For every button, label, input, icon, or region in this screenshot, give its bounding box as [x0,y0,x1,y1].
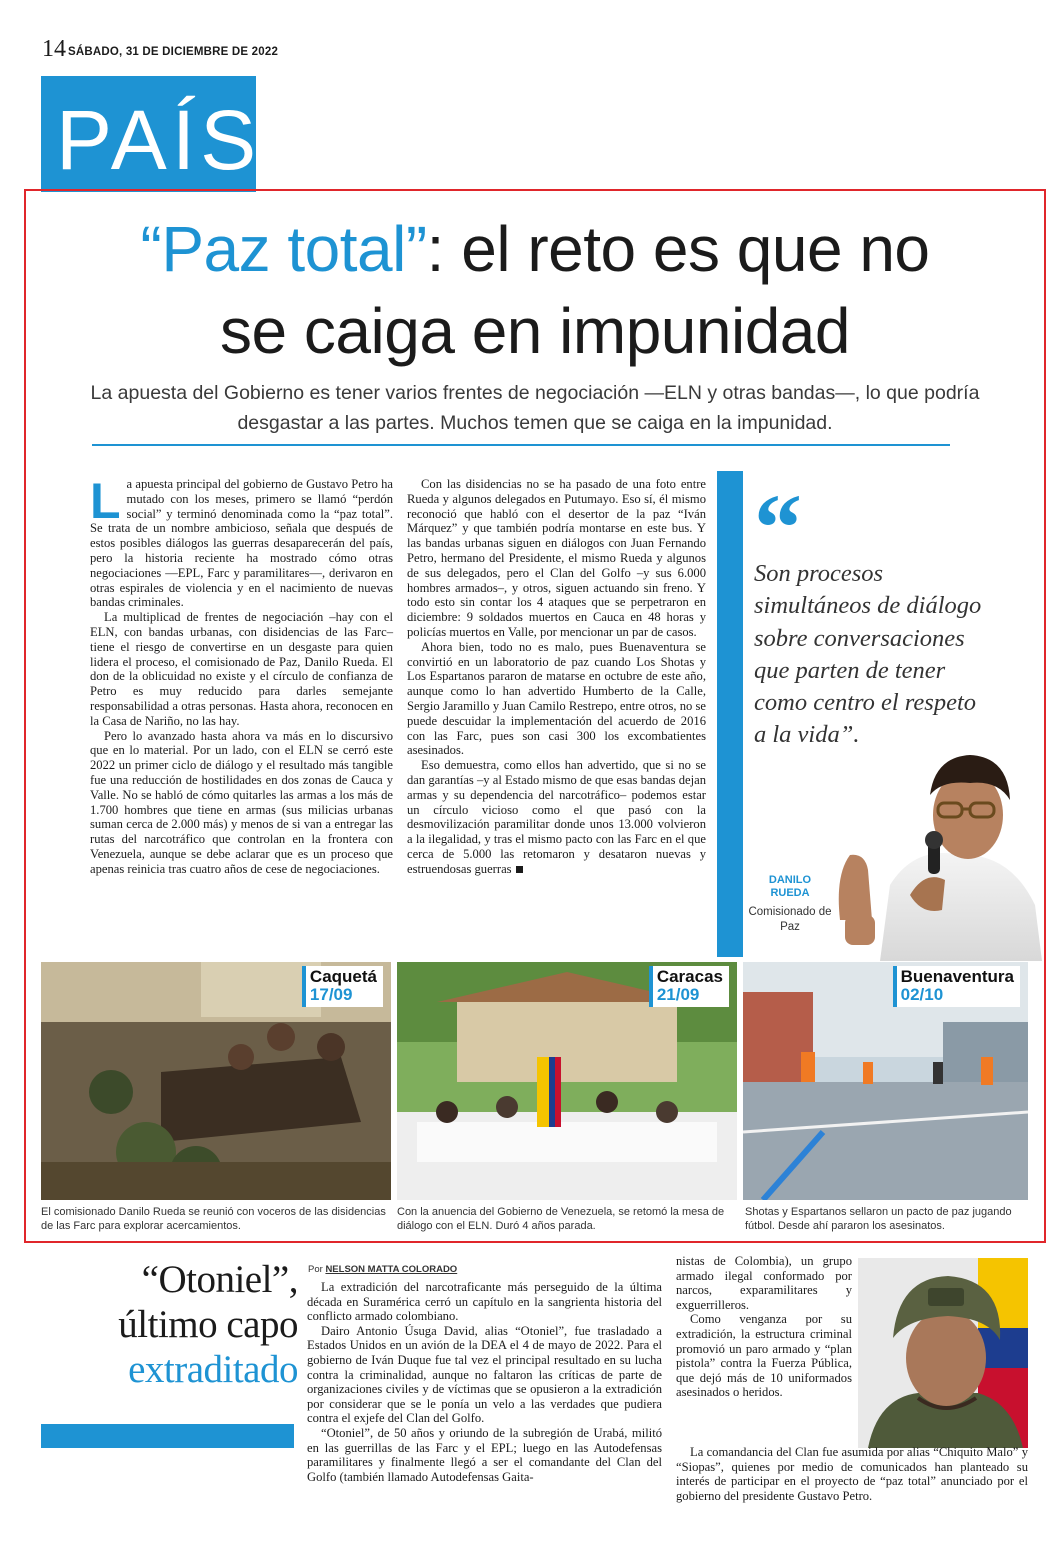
photo-place: Caquetá [309,967,377,986]
headline [40,208,1030,372]
paragraph: Pero lo avanzado hasta ahora va más en lo discursivo que en lo material. Por un lado, con el ELN se cerró este 2022 un primer ciclo de diálogo y el resultado más tangible fue una reducción de hostilidades en dos zonas de Cauca y Valle. No se habló de cómo quitarles las armas a los más de 1.700 hombres que tiene en armas (sus milicias urbanas suman cerca de 2.000 más) y menos de si van a entregar las rutas del narcotráfico que controlan en la frontera con Venezuela, aunque se debe aclarar que es un proceso que apenas reinicia tras cuatro años de cese de negociaciones. [90,728,393,876]
secondary-title-line1: “Otoniel”, [141,1258,298,1301]
paragraph: La comandancia del Clan fue asumida por alias “Chiquito Malo” y “Siopas”, quienes por medio de comunicados han planteado su interés de participar en el proyecto de “paz total” anunciado por el gobierno del presidente Gustavo Petro. [676,1445,1028,1503]
section-label: PAÍS [56,93,262,187]
page-number: 14 [42,36,66,62]
portrait-danilo-rueda [810,745,1042,961]
paragraph: “Otoniel”, de 50 años y oriundo de la subregión de Urabá, militó en las guerrillas de las Farc y el EPL; luego en las Autodefensas paramilitares y finalmente llegó a ser el comandante del Clan del Golfo (también llamado Autodefensas Gaita- [307,1425,662,1484]
photo-place: Buenaventura [900,967,1014,986]
headline-line2: se caiga en impunidad [220,295,850,367]
photo-date: 21/09 [656,985,700,1004]
secondary-title-line2: último capo [118,1303,298,1346]
byline: Por NELSON MATTA COLORADO [308,1264,458,1275]
body-column-2 [407,477,706,877]
photo-badge [893,966,1020,1007]
photo-date: 02/10 [900,985,944,1004]
body-column-1 [90,473,393,877]
deck-rule [92,444,950,446]
secondary-accent-bar [41,1424,294,1448]
byline-author: NELSON MATTA COLORADO [325,1264,458,1275]
photo-caption: El comisionado Danilo Rueda se reunió con voceros de las disidencias de las Farc para explorar acercamientos. [41,1206,386,1232]
paragraph: Eso demuestra, como ellos han advertido, que si no se dan garantías –y al Estado mismo de que esas bandas dejan armas y su dependencia del narcotráfico– podemos estar un círculo vicioso como el que pasó con la desmovilización paramilitar donde unos 13.000 volvieron a la ilegalidad, y tras el mismo pacto con las Farc en el que cerca de 5.000 las retomaron y desataron nuevas y estruendosas guerras [407,758,706,876]
photo-buenaventura [743,962,1028,1200]
secondary-column-3 [676,1445,1028,1503]
quote-attribution-role: Comisionado de Paz [748,906,832,933]
photo-caqueta [41,962,391,1200]
paragraph: Con las disidencias no se ha pasado de una foto entre Rueda y algunos delegados en Putumayo. Eso sí, él mismo reconoció que habló con el desertor de la paz “Iván Márquez” y que también podría montarse en este bus. Y las bandas urbanas siguen en diálogos con Juan Fernando Petro, hermano del Presidente, el mismo Rueda y algunos de sus delegados, pero el Clan del Golfo –y sus 6.000 hombres armados–, y otros, siguen actuando sin freno. Y todo esto sin contar los 4 ataques que se perpetraron en diciembre: 9 soldados muertos en Cauca en 48 horas y policías muertos en Valle, por mencionar un par de casos. [407,477,706,639]
deck: La apuesta del Gobierno es tener varios frentes de negociación —ELN y otras bandas—, lo que podría desgastar a las partes. Muchos temen que se caiga en la impunidad. [90,382,980,434]
paragraph: Dairo Antonio Úsuga David, alias “Otoniel”, fue trasladado a Estados Unidos en un avión de la DEA el 4 de mayo de 2022. Para el gobierno de Iván Duque fue tal vez el principal resultado en su lucha contra la criminalidad, aunque no faltaron las críticas de parte de organizaciones civiles y de víctimas que se opusieron a la extradición por considerar que se le ponía un velo a las verdades que pudiera contra el exjefe del Clan del Golfo. [307,1323,662,1426]
paragraph: La extradición del narcotraficante más perseguido de la última década en Suramérica cerró un capítulo en la sangrienta historia del conflicto armado colombiano. [307,1280,662,1324]
photo-caption: Con la anuencia del Gobierno de Venezuela, se retomó la mesa de diálogo con el ELN. Duró 4 años parada. [397,1206,725,1232]
paragraph: La multiplicad de frentes de negociación –hay con el ELN, con bandas urbanas, con disidencias de las Farc– tiene el riesgo de convertirse en un desgaste para quien lidera el proceso, el comisionado de Paz, Danilo Rueda. El don de la oblicuidad no existe y el círculo de confianza de Petro es muy reducido para darles semejante responsabilidad a otras personas. Hasta ahora, reconocen en la Casa de Nariño, no las hay. [90,610,393,728]
headline-line1: : el reto es que no [426,213,930,285]
photo-badge [649,966,729,1007]
photo-caracas [397,962,737,1200]
paragraph: nistas de Colombia), un grupo armado ilegal conformado por narcos, exparamilitares y exguerrilleros. [676,1254,852,1312]
quote-attribution-name: DANILO RUEDA [768,874,812,899]
paragraph: La apuesta principal del gobierno de Gustavo Petro ha mutado con los meses, primero se llamó “perdón social” y terminó denominada como la “paz total”. Se trata de un nombre ambicioso, señala que después de estos posibles diálogos las guerras desaparecerán del país, pero la historia reciente ha mostrado cómo otras negociaciones —EPL, Farc y paramilitares—, derivaron en otras espirales de violencia y en el nacimiento de nuevas bandas criminales. [90,473,393,610]
quote-bar [717,471,743,957]
portrait-otoniel [858,1258,1028,1448]
quote-mark-icon: “ [754,474,802,581]
secondary-title [40,1257,298,1392]
drop-cap: L [90,473,121,529]
photo-date: 17/09 [309,985,353,1004]
headline-quoted: “Paz total” [140,213,427,285]
pull-quote: Son procesos simultáneos de diálogo sobre conversaciones que parten de tener como centro el respeto a la vida”. [754,560,982,749]
secondary-title-line3: extraditado [128,1348,298,1391]
photo-badge [302,966,383,1007]
paragraph: Como venganza por su extradición, la estructura criminal promovió un paro armado y “plan pistola” contra la Fuerza Pública, que dejó más de 10 uniformados asesinados o heridos. [676,1312,852,1400]
paragraph: Ahora bien, todo no es malo, pues Buenaventura se convirtió en un laboratorio de paz cuando Los Shotas y Los Espartanos pararon de matarse en octubre de este año, aunque como lo han advertido Humberto de la Calle, Sergio Jaramillo y Juan Camilo Restrepo, entre otros, no se puede descuidar la implementación del acuerdo de 2016 con las Farc, pues son casi 300 los excombatientes asesinados. [407,639,706,758]
secondary-column-2 [676,1254,852,1400]
photo-place: Caracas [656,967,723,986]
secondary-column-1 [307,1280,662,1484]
page-date: SÁBADO, 31 DE DICIEMBRE DE 2022 [68,46,279,58]
photo-caption: Shotas y Espartanos sellaron un pacto de paz jugando fútbol. Desde ahí pararon los asesinatos. [745,1206,1012,1232]
end-mark [516,866,523,873]
